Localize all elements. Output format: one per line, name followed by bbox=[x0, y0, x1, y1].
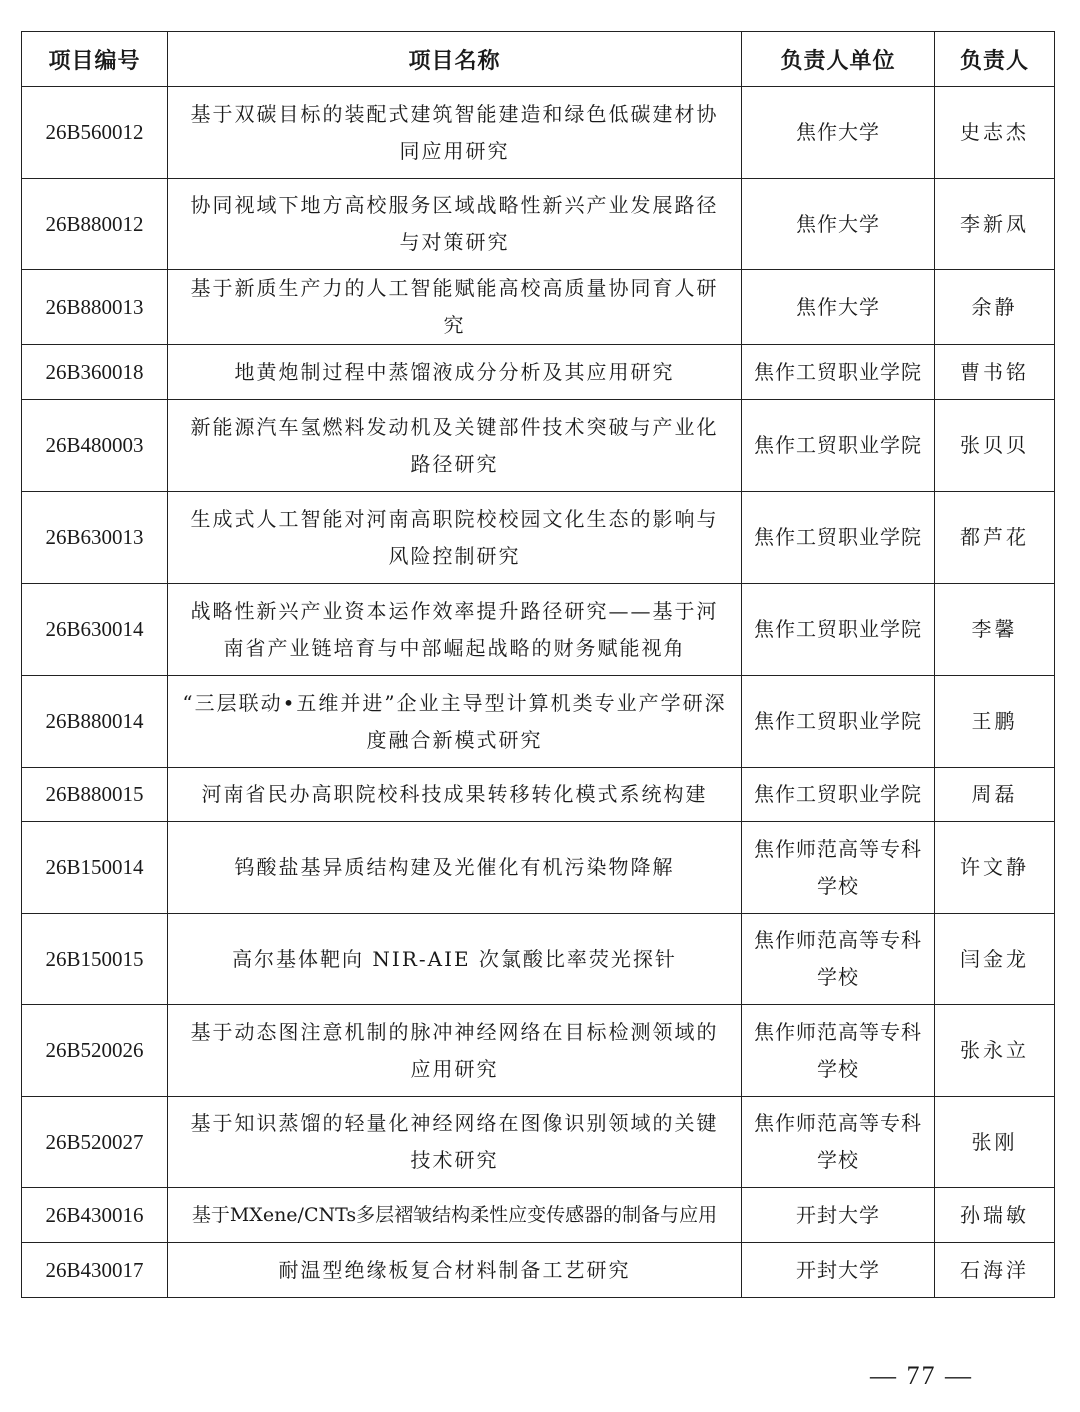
project-person: 孙瑞敏 bbox=[935, 1188, 1055, 1243]
project-code: 26B520027 bbox=[22, 1097, 168, 1188]
project-unit: 焦作工贸职业学院 bbox=[742, 345, 935, 400]
project-name: 基于MXene/CNTs多层褶皱结构柔性应变传感器的制备与应用 bbox=[168, 1188, 742, 1243]
project-person: 张刚 bbox=[935, 1097, 1055, 1188]
project-person: 曹书铭 bbox=[935, 345, 1055, 400]
project-name: 河南省民办高职院校科技成果转移转化模式系统构建 bbox=[168, 768, 742, 822]
project-code: 26B430017 bbox=[22, 1243, 168, 1298]
project-person: 李新凤 bbox=[935, 179, 1055, 270]
project-name: 基于知识蒸馏的轻量化神经网络在图像识别领域的关键技术研究 bbox=[168, 1097, 742, 1188]
project-unit: 焦作大学 bbox=[742, 270, 935, 345]
project-person: 石海洋 bbox=[935, 1243, 1055, 1298]
page-number: — 77 — bbox=[870, 1361, 973, 1390]
header-project-code: 项目编号 bbox=[22, 32, 168, 87]
table-row bbox=[22, 400, 1055, 492]
project-person: 许文静 bbox=[935, 822, 1055, 914]
project-person: 李馨 bbox=[935, 584, 1055, 676]
project-table bbox=[21, 31, 1055, 1298]
table-row bbox=[22, 676, 1055, 768]
table-row bbox=[22, 822, 1055, 914]
project-name: 地黄炮制过程中蒸馏液成分分析及其应用研究 bbox=[168, 345, 742, 400]
table-header-row bbox=[22, 32, 1055, 87]
table-row bbox=[22, 270, 1055, 345]
project-code: 26B560012 bbox=[22, 87, 168, 179]
header-person: 负责人 bbox=[935, 32, 1055, 87]
project-person: 张永立 bbox=[935, 1005, 1055, 1097]
table-row bbox=[22, 1188, 1055, 1243]
project-unit: 焦作师范高等专科学校 bbox=[742, 914, 935, 1005]
header-unit: 负责人单位 bbox=[742, 32, 935, 87]
header-project-name: 项目名称 bbox=[168, 32, 742, 87]
project-name: “三层联动•五维并进”企业主导型计算机类专业产学研深度融合新模式研究 bbox=[168, 676, 742, 768]
table-row bbox=[22, 1005, 1055, 1097]
project-name: 基于动态图注意机制的脉冲神经网络在目标检测领域的应用研究 bbox=[168, 1005, 742, 1097]
table-row bbox=[22, 1243, 1055, 1298]
project-unit: 焦作大学 bbox=[742, 179, 935, 270]
project-code: 26B630013 bbox=[22, 492, 168, 584]
project-person: 张贝贝 bbox=[935, 400, 1055, 492]
project-unit: 焦作师范高等专科学校 bbox=[742, 822, 935, 914]
project-code: 26B880014 bbox=[22, 676, 168, 768]
project-code: 26B150015 bbox=[22, 914, 168, 1005]
project-unit: 开封大学 bbox=[742, 1188, 935, 1243]
project-unit: 焦作工贸职业学院 bbox=[742, 492, 935, 584]
project-person: 周磊 bbox=[935, 768, 1055, 822]
table-row bbox=[22, 179, 1055, 270]
project-code: 26B150014 bbox=[22, 822, 168, 914]
project-person: 余静 bbox=[935, 270, 1055, 345]
table-row bbox=[22, 87, 1055, 179]
project-unit: 焦作工贸职业学院 bbox=[742, 584, 935, 676]
project-code: 26B630014 bbox=[22, 584, 168, 676]
project-name: 战略性新兴产业资本运作效率提升路径研究——基于河南省产业链培育与中部崛起战略的财务赋能视角 bbox=[168, 584, 742, 676]
project-code: 26B520026 bbox=[22, 1005, 168, 1097]
project-person: 王鹏 bbox=[935, 676, 1055, 768]
project-name: 生成式人工智能对河南高职院校校园文化生态的影响与风险控制研究 bbox=[168, 492, 742, 584]
project-unit: 焦作师范高等专科学校 bbox=[742, 1097, 935, 1188]
project-code: 26B360018 bbox=[22, 345, 168, 400]
table-row bbox=[22, 584, 1055, 676]
project-name: 高尔基体靶向 NIR-AIE 次氯酸比率荧光探针 bbox=[168, 914, 742, 1005]
project-unit: 焦作工贸职业学院 bbox=[742, 400, 935, 492]
project-name: 协同视域下地方高校服务区域战略性新兴产业发展路径与对策研究 bbox=[168, 179, 742, 270]
project-unit: 开封大学 bbox=[742, 1243, 935, 1298]
project-code: 26B880012 bbox=[22, 179, 168, 270]
project-unit: 焦作工贸职业学院 bbox=[742, 676, 935, 768]
project-person: 都芦花 bbox=[935, 492, 1055, 584]
project-name: 基于双碳目标的装配式建筑智能建造和绿色低碳建材协同应用研究 bbox=[168, 87, 742, 179]
project-name: 基于新质生产力的人工智能赋能高校高质量协同育人研究 bbox=[168, 270, 742, 345]
project-code: 26B480003 bbox=[22, 400, 168, 492]
table-row bbox=[22, 492, 1055, 584]
project-unit: 焦作师范高等专科学校 bbox=[742, 1005, 935, 1097]
project-unit: 焦作工贸职业学院 bbox=[742, 768, 935, 822]
project-code: 26B880013 bbox=[22, 270, 168, 345]
project-unit: 焦作大学 bbox=[742, 87, 935, 179]
table-row bbox=[22, 768, 1055, 822]
project-name: 钨酸盐基异质结构建及光催化有机污染物降解 bbox=[168, 822, 742, 914]
project-code: 26B880015 bbox=[22, 768, 168, 822]
project-person: 闫金龙 bbox=[935, 914, 1055, 1005]
project-person: 史志杰 bbox=[935, 87, 1055, 179]
table-row bbox=[22, 345, 1055, 400]
project-code: 26B430016 bbox=[22, 1188, 168, 1243]
project-name: 新能源汽车氢燃料发动机及关键部件技术突破与产业化路径研究 bbox=[168, 400, 742, 492]
table-row bbox=[22, 1097, 1055, 1188]
project-name: 耐温型绝缘板复合材料制备工艺研究 bbox=[168, 1243, 742, 1298]
table-row bbox=[22, 914, 1055, 1005]
